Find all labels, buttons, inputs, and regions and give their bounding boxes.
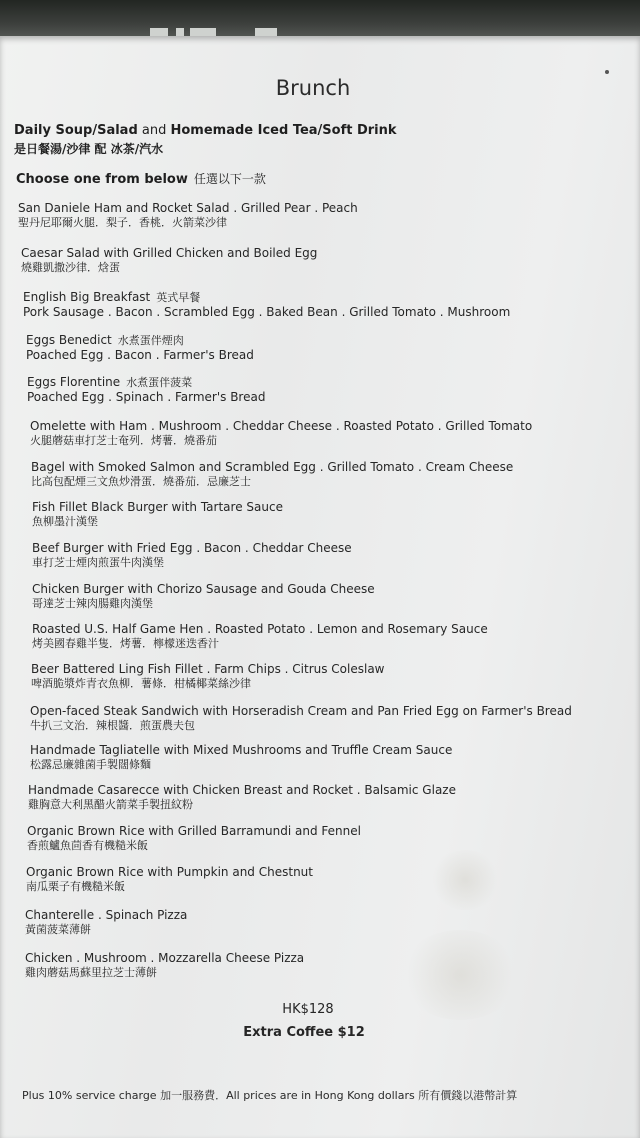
choose-en: Choose one from below: [16, 172, 188, 187]
and-label: and: [137, 123, 171, 138]
menu-item-name: Chicken . Mushroom . Mozzarella Cheese Pizza: [25, 951, 305, 965]
menu-item-name: Bagel with Smoked Salmon and Scrambled Egg . Grilled Tomato . Cream Cheese: [31, 460, 514, 474]
menu-item: [25, 908, 187, 937]
menu-item: [32, 500, 283, 529]
menu-item-zh: 啤酒脆漿炸青衣魚柳．薯條．柑橘椰菜絲沙律: [31, 677, 251, 690]
menu-item-description: Poached Egg . Bacon . Farmer's Bread: [26, 348, 254, 362]
paper-dot: [605, 70, 609, 74]
menu-item-name: Beer Battered Ling Fish Fillet . Farm Chips . Citrus Coleslaw: [31, 662, 385, 676]
menu-item: [28, 783, 456, 812]
menu-item-zh: 黃菌菠菜薄餅: [25, 923, 91, 936]
menu-item-zh: 英式早餐: [156, 291, 201, 304]
footer-note: Plus 10% service charge 加一服務費．All prices are in Hong Kong dollars 所有價錢以港幣計算: [22, 1089, 518, 1102]
menu-item-name: Organic Brown Rice with Pumpkin and Chestnut: [26, 865, 313, 879]
included-items: [14, 123, 397, 138]
menu-item-name: Eggs Florentine: [27, 375, 121, 389]
menu-item-zh: 雞胸意大利黑醋火箭菜手製扭紋粉: [28, 798, 193, 811]
menu-item-description: Pork Sausage . Bacon . Scrambled Egg . Baked Bean . Grilled Tomato . Mushroom: [23, 305, 511, 319]
menu-item: [30, 743, 452, 772]
menu-item: [31, 460, 513, 489]
strip-mark: [255, 28, 277, 36]
choose-instruction: [16, 170, 266, 187]
menu-item: [23, 290, 510, 320]
strip-mark: [150, 28, 168, 36]
menu-item-zh: 南瓜栗子有機糙米飯: [26, 880, 125, 893]
menu-item-zh: 火腿蘑菇車打芝士奄列．烤薯．燒番茄: [30, 434, 217, 447]
menu-item-name: Fish Fillet Black Burger with Tartare Sauce: [32, 500, 283, 514]
soup-salad-label: Daily Soup/Salad: [14, 123, 138, 138]
menu-item: [31, 662, 385, 691]
extra-coffee-price: Extra Coffee $12: [243, 1025, 365, 1040]
menu-item-name: Beef Burger with Fried Egg . Bacon . Cheddar Cheese: [32, 541, 352, 555]
menu-item: [21, 246, 317, 275]
strip-mark: [176, 28, 184, 36]
menu-item-zh: 水煮蛋伴煙肉: [117, 334, 184, 347]
menu-item: [30, 419, 532, 448]
menu-item-description: Poached Egg . Spinach . Farmer's Bread: [27, 390, 266, 404]
menu-item: [27, 824, 361, 853]
menu-item-name: Omelette with Ham . Mushroom . Cheddar Cheese . Roasted Potato . Grilled Tomato: [30, 419, 533, 433]
menu-item-zh: 牛扒三文治．辣根醬．煎蛋農夫包: [30, 719, 195, 732]
included-items-zh: 是日餐湯/沙律 配 冰茶/汽水: [14, 142, 164, 156]
menu-item: [27, 375, 265, 405]
menu-item-zh: 哥達芝士辣肉腸雞肉漢堡: [32, 597, 153, 610]
background-strip: [0, 0, 640, 40]
strip-mark: [190, 28, 216, 36]
menu-item-name: Eggs Benedict: [26, 333, 112, 347]
menu-item-name: Caesar Salad with Grilled Chicken and Boiled Egg: [21, 246, 318, 260]
set-price: HK$128: [282, 1002, 334, 1017]
menu-item-zh: 雞肉蘑菇馬蘇里拉芝士薄餅: [25, 966, 157, 979]
menu-item: [18, 201, 358, 230]
menu-item: [32, 622, 488, 651]
menu-item: [32, 541, 352, 570]
menu-item-name: Organic Brown Rice with Grilled Barramundi and Fennel: [27, 824, 361, 838]
menu-item-zh: 水煮蛋伴菠菜: [126, 376, 193, 389]
drinks-label: Homemade Iced Tea/Soft Drink: [170, 123, 397, 138]
menu-item-zh: 香煎鱸魚茴香有機糙米飯: [27, 839, 148, 852]
menu-item: [30, 704, 572, 733]
paper-stain: [430, 850, 500, 910]
menu-item-name: Chicken Burger with Chorizo Sausage and Gouda Cheese: [32, 582, 375, 596]
menu-item: [26, 865, 313, 894]
menu-item-name: Roasted U.S. Half Game Hen . Roasted Potato . Lemon and Rosemary Sauce: [32, 622, 488, 636]
menu-item-name: Handmade Casarecce with Chicken Breast and Rocket . Balsamic Glaze: [28, 783, 456, 797]
choose-zh: 任選以下一款: [193, 172, 266, 186]
menu-item-zh: 魚柳墨汁漢堡: [32, 515, 98, 528]
menu-item-zh: 聖丹尼耶爾火腿．梨子．香桃．火箭菜沙律: [18, 216, 227, 229]
menu-item-zh: 烤美國春雞半隻．烤薯．檸檬迷迭香汁: [32, 637, 219, 650]
menu-item-name: San Daniele Ham and Rocket Salad . Grilled Pear . Peach: [18, 201, 358, 215]
menu-item-name: Open-faced Steak Sandwich with Horseradish Cream and Pan Fried Egg on Farmer's Bread: [30, 704, 572, 718]
menu-item: [26, 333, 254, 363]
menu-item-zh: 松露忌廉雜菌手製闊條麵: [30, 758, 151, 771]
menu-item: [25, 951, 304, 980]
menu-item: [32, 582, 375, 611]
menu-item-zh: 比高包配煙三文魚炒滑蛋．燒番茄．忌廉芝士: [31, 475, 251, 488]
menu-item-zh: 車打芝士煙肉煎蛋牛肉漢堡: [32, 556, 164, 569]
menu-title: Brunch: [275, 76, 351, 100]
menu-item-name: Handmade Tagliatelle with Mixed Mushrooms and Truffle Cream Sauce: [30, 743, 453, 757]
menu-item-name: English Big Breakfast: [23, 290, 151, 304]
menu-item-name: Chanterelle . Spinach Pizza: [25, 908, 188, 922]
menu-item-zh: 燒雞凱撒沙律．焓蛋: [21, 261, 120, 274]
